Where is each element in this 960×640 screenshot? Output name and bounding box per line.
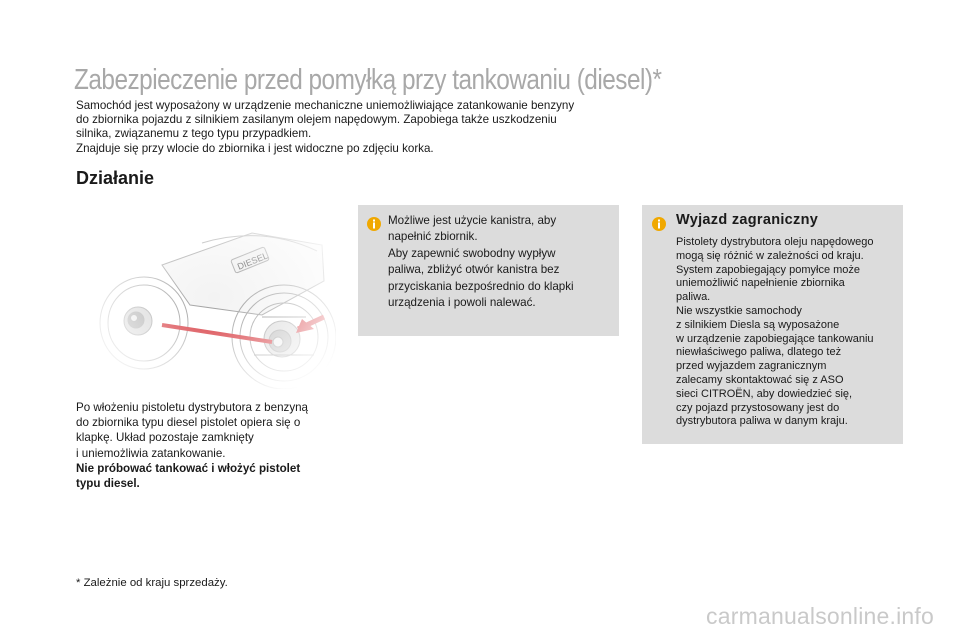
travel-abroad-text [676,236,900,429]
abroad-line: z silnikiem Diesla są wyposażone [676,318,840,331]
caption-text [76,400,336,491]
abroad-line: dystrybutora paliwa w danym kraju. [676,415,848,428]
info-icon [652,217,666,236]
intro-line: Znajduje się przy wlocie do zbiornika i jest widoczne po zdjęciu korka. [76,141,434,155]
note-line: przyciskania bezpośrednio do klapki [388,279,574,293]
abroad-line: przed wyjazdem zagranicznym [676,360,827,373]
info-icon [367,217,381,236]
abroad-line: sieci CITROËN, aby dowiedzieć się, [676,387,853,400]
abroad-line: czy pojazd przystosowany jest do [676,401,840,414]
warning-line: typu diesel. [76,477,140,491]
page-title: Zabezpieczenie przed pomyłką przy tankowaniu (diesel)* [74,64,662,96]
note-text [388,213,610,311]
note-line: napełnić zbiornik. [388,230,478,244]
travel-abroad-heading: Wyjazd zagraniczny [676,212,819,228]
abroad-line: uniemożliwić napełnienie zbiornika [676,277,845,290]
fuel-filler-drawing [92,205,336,389]
section-heading: Działanie [76,168,155,188]
abroad-line: Nie wszystkie samochody [676,304,802,317]
canister-note-box [358,205,619,336]
caption-line: klapkę. Układ pozostaje zamknięty [76,431,254,445]
caption-line: Po włożeniu pistoletu dystrybutora z benzyną [76,401,309,414]
abroad-line: Pistolety dystrybutora oleju napędowego [676,236,874,248]
abroad-line: w urządzenie zapobiegające tankowaniu [676,332,874,345]
caption-line: i uniemożliwia zatankowanie. [76,446,226,460]
abroad-line: paliwa. [676,291,711,304]
caption-line: do zbiornika typu diesel pistolet opiera się o [76,416,301,430]
footnote: * Zależnie od kraju sprzedaży. [76,577,228,589]
abroad-line: System zapobiegający pomyłce może [676,263,861,276]
note-line: paliwa, zbliżyć otwór kanistra bez [388,263,560,277]
watermark: carmanualsonline.info [706,603,934,629]
travel-abroad-box [642,205,903,444]
intro-line: Samochód jest wyposażony w urządzenie mechaniczne uniemożliwiające zatankowanie benzyny [76,99,575,112]
warning-line: Nie próbować tankować i włożyć pistolet [76,461,301,475]
note-line: Aby zapewnić swobodny wypływ [388,246,556,260]
note-line: urządzenia i powoli nalewać. [388,296,536,310]
fuel-filler-illustration [92,205,336,389]
abroad-line: mogą się różnić w zależności od kraju. [676,249,864,262]
note-line: Możliwe jest użycie kanistra, aby [388,214,557,227]
abroad-line: zalecamy skontaktować się z ASO [676,373,844,386]
intro-line: silnika, związanemu z tego typu przypadkiem. [76,127,312,141]
intro-line: do zbiornika pojazdu z silnikiem zasilanym olejem napędowym. Zapobiega także uszkodzeniu [76,113,557,127]
intro-text [76,99,636,156]
abroad-line: niewłaściwego paliwa, dlatego też [676,346,842,359]
